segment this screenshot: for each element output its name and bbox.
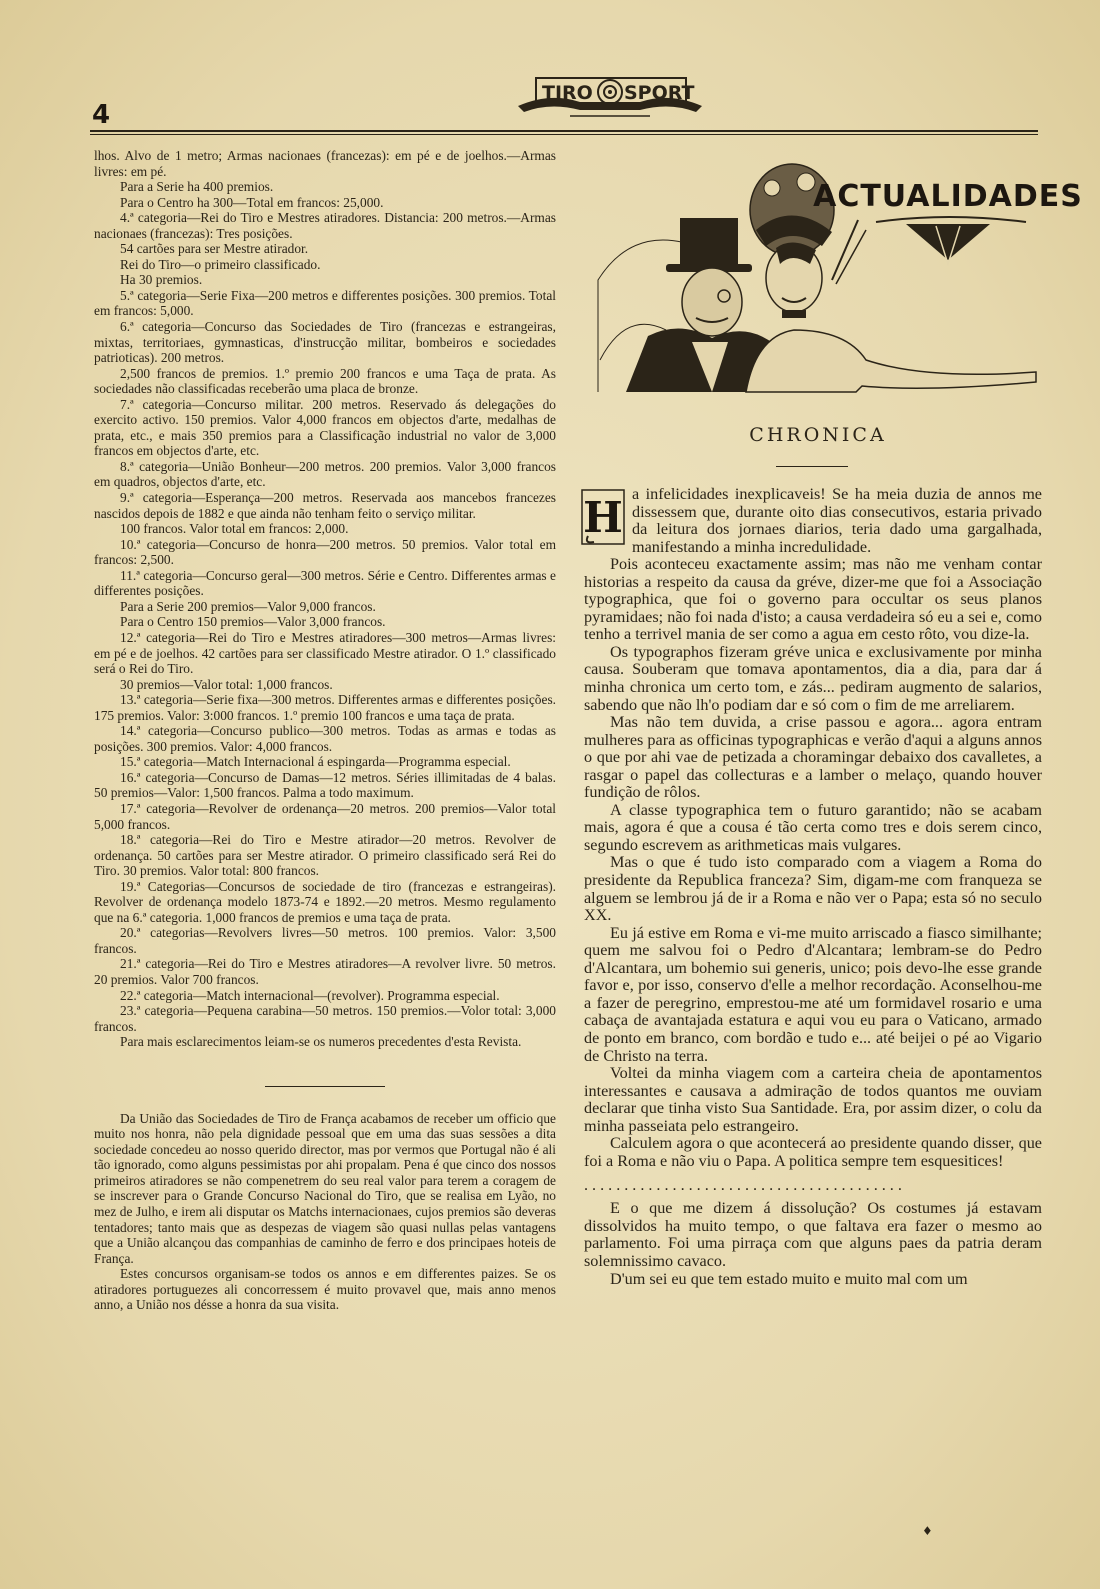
paragraph: 30 premios—Valor total: 1,000 francos. xyxy=(120,676,333,692)
paragraph: D'um sei eu que tem estado muito e muito mal com um xyxy=(610,1269,968,1288)
paragraph: 4.ª categoria—Rei do Tiro e Mestres atiradores. Distancia: 200 metros.—Armas nacionaes (francezas): Tres posições. xyxy=(94,210,556,241)
drop-cap-icon xyxy=(580,488,626,546)
paragraph: 10.ª categoria—Concurso de honra—200 metros. 50 premios. Valor total em francos: 2,500. xyxy=(94,536,556,568)
paragraph: lhos. Alvo de 1 metro; Armas nacionaes (francezas): em pé e de joelhos.—Armas livres: em pé. xyxy=(94,148,556,179)
paragraph: 19.ª Categorias—Concursos de sociedade de tiro (francezas e estrangeiras). Revolver de ordenança modelo 1873-74 e 1892.—20 metros. Mesmo regulamento que na 6.ª categoria. 1,000 francos de premios e uma taça de prata. xyxy=(94,878,556,925)
paragraph: 17.ª categoria—Revolver de ordenança—20 metros. 200 premios—Valor total 5,000 francos. xyxy=(94,800,556,832)
paragraph: 18.ª categoria—Rei do Tiro e Mestre atirador—20 metros. Revolver de ordenança. 50 cartões para ser Mestre atirador. O primeiro classificado será Rei do Tiro. 30 premios. Valor total: 800 francos. xyxy=(94,832,556,879)
paragraph: Para o Centro 150 premios—Valor 3,000 francos. xyxy=(120,614,386,630)
paragraph: A classe typographica tem o futuro garantido; não se acabam mais, agora é que a cousa é tão certa como tres e dois serem cinco, segundo escrevem as arithmeticas mais vulgares. xyxy=(584,800,1042,854)
section-separator xyxy=(265,1086,385,1087)
svg-text:SPORT: SPORT xyxy=(624,82,695,104)
paragraph: Voltei da minha viagem com a carteira cheia de apontamentos interessantes e causava a admiração de todos quantos me ouviam declarar que tinha visto Sua Santidade. Era, por assim dizer, o colu da minha passeiata pelo estrangeiro. xyxy=(584,1064,1042,1135)
paragraph: Rei do Tiro—o primeiro classificado. xyxy=(120,256,321,272)
paragraph: 6.ª categoria—Concurso das Sociedades de Tiro (francezas e estrangeiras, mixtas, territoriaes, gymnasticas, d'instrucção militar, bombeiros e sociedades patrioticas). 200 metros. xyxy=(94,319,556,366)
paragraph: Eu já estive em Roma e vi-me muito arriscado a fiasco similhante; quem me salvou foi o Pedro d'Alcantara; lembram-se do Pedro d'Alcantara, um bohemio sui generis, unico; pois devo-lhe esse grande favor e, por isso, conservo d'elle a melhor recordação. Aconselhou-me a fazer de peregrino, emprestou-me até um formidavel rosario e uma cabaça de avantajada estatura e aqui vou eu para o Vaticano, armado de ponto em branco, com bordão e tudo e... até beijei o pé ao Vigario de Christo na terra. xyxy=(584,923,1042,1065)
paragraph: Para mais esclarecimentos leiam-se os numeros precedentes d'esta Revista. xyxy=(120,1034,522,1050)
paragraph: 8.ª categoria—União Bonheur—200 metros. 200 premios. Valor 3,000 francos em quadros, objectos d'arte, etc. xyxy=(94,458,556,490)
paragraph: 16.ª categoria—Concurso de Damas—12 metros. Séries illimitadas de 4 balas. 50 premios—Valor: 1,500 francos. Palma a todo maximum. xyxy=(94,769,556,801)
paragraph: 15.ª categoria—Match Internacional á espingarda—Programma especial. xyxy=(120,754,511,770)
paragraph: 5.ª categoria—Serie Fixa—200 metros e differentes posições. 300 premios. Total em francos: 5,000. xyxy=(94,287,556,319)
paragraph: Os typographos fizeram gréve unica e exclusivamente por minha causa. Souberam que tomava apontamentos, dia a dia, para dar á minha chronica um certo tom, e zás... pediram augmento de salarios, sabendo que não lh'o podiam dar e só com o fim de me arreliarem. xyxy=(584,642,1042,714)
paragraph: Estes concursos organisam-se todos os annos e em differentes paizes. Se os atiradores portuguezes ali concorressem é muito provavel que, mais anno menos anno, a União nos désse a honra da sua visita. xyxy=(94,1266,556,1313)
footer-mark: ♦ xyxy=(922,1524,933,1538)
svg-text:TIRO: TIRO xyxy=(542,82,593,104)
paragraph: Mas não tem duvida, a crise passou e agora... agora entram mulheres para as officinas typographicas e verão d'aqui a alguns annos o que por ahi vae de petizada a choramingar debaixo dos cavalletes, a rasgar o papel das collecturas e a lamber o melaço, quando houver fundição de rôlos. xyxy=(584,713,1042,802)
header-rule-thin xyxy=(90,134,1038,135)
paragraph: 13.ª categoria—Serie fixa—300 metros. Differentes armas e differentes posições. 175 premios. Valor: 3:000 francos. 1.º premio 100 francos e uma taça de prata. xyxy=(94,692,556,723)
paragraph: 23.ª categoria—Pequena carabina—50 metros. 150 premios.—Volor total: 3,000 francos. xyxy=(94,1003,556,1034)
paragraph: 9.ª categoria—Esperança—200 metros. Reservada aos mancebos francezes nascidos depois de 1882 e que ainda não tenham feito o serviço militar. xyxy=(94,490,556,521)
paragraph: Para o Centro ha 300—Total em francos: 25,000. xyxy=(120,194,384,210)
header-rule xyxy=(90,130,1038,132)
paragraph: Ha 30 premios. xyxy=(120,272,203,288)
paragraph: 100 francos. Valor total em francos: 2,000. xyxy=(120,521,349,537)
actualidades-illustration xyxy=(596,160,1083,392)
paragraph: Para a Serie ha 400 premios. xyxy=(120,179,274,195)
left-column xyxy=(94,148,556,1448)
dotted-separator: ........................................ xyxy=(584,1176,906,1195)
page-number: 4 xyxy=(92,100,111,130)
chronica-title: CHRONICA xyxy=(749,424,887,446)
paragraph: 11.ª categoria—Concurso geral—300 metros. Série e Centro. Differentes armas e differentes posições. xyxy=(94,567,556,599)
paragraph: 14.ª categoria—Concurso publico—300 metros. Todas as armas e todas as posições. 300 premios. Valor: 4,000 francos. xyxy=(94,723,556,754)
paragraph: Mas o que é tudo isto comparado com a viagem a Roma do presidente da Republica franceza? Sim, digam-me com franqueza se alguem se lembrou já de ir a Roma e não ver o Papa; esta só no seculo XX. xyxy=(584,853,1042,925)
paragraph: 54 cartões para ser Mestre atirador. xyxy=(120,241,309,257)
first-paragraph xyxy=(584,486,1042,556)
paragraph: Para a Serie 200 premios—Valor 9,000 francos. xyxy=(120,598,376,614)
paragraph: Pois aconteceu exactamente assim; mas não me venham contar historias a respeito da causa da gréve, dizer-me que foi a Associação typographica, que foi o governo para occultar os seus planos pyramidaes; não foi nada d'isto; a causa verdadeira só eu a sei e, como tenho a terrivel mania de ser como a agua em cesto rôto, vou dize-la. xyxy=(584,555,1042,644)
drop-cap-letter: H xyxy=(583,493,623,542)
paragraph: 2,500 francos de premios. 1.º premio 200 francos e uma Taça de prata. As sociedades não classificadas receberão uma placa de bronze. xyxy=(94,365,556,397)
paragraph: 7.ª categoria—Concurso militar. 200 metros. Reservado ás delegações do exercito activo. 150 premios. Valor 4,000 francos em objectos d'arte, medalhas de prata, etc., e mais 350 premios para a Classificação industrial no valor de 3,000 francos em objectos d'arte, etc. xyxy=(94,396,556,459)
paragraph: 12.ª categoria—Rei do Tiro e Mestres atiradores—300 metros—Armas livres: em pé e de joelhos. 42 cartões para ser classificado Mestre atirador. O 1.º classificado será o Rei do Tiro. xyxy=(94,629,556,677)
letter-section xyxy=(94,1111,556,1313)
paragraph: E o que me dizem á dissolução? Os costumes já estavam dissolvidos ha muito tempo, o que faltava era fazer o mesmo ao parlamento. Foi uma pirraça com que alguns paes da patria deram solemnissimo cavaco. xyxy=(584,1199,1042,1270)
paragraph: 22.ª categoria—Match internacional—(revolver). Programma especial. xyxy=(120,987,500,1003)
paragraph: a infelicidades inexplicaveis! Se ha meia duzia de annos me dissessem que, durante oito dias consecutivos, estaria privado da leitura dos jornaes diarios, teria dado uma gargalhada, manifestando a minha incredulidade. xyxy=(632,485,1042,556)
paragraph: 21.ª categoria—Rei do Tiro e Mestres atiradores—A revolver livre. 50 metros. 20 premios. Valor 700 francos. xyxy=(94,956,556,987)
paragraph: Da União das Sociedades de Tiro de França acabamos de receber um officio que muito nos honra, não pela dignidade pessoal que em uma das suas sessões a dita sociedade concedeu ao nosso querido director, mas por vermos que Portugal não é ali tão ignorado, como alguns pessimistas por ahi propalam. Pena é que cinco dos nossos primeiros atiradores se não compenetrem do seu real valor para terem a coragem de se inscrever para o Grande Concurso Nacional do Tiro, que se realisa em Lyão, no mez de Julho, e irem ali disputar os Matchs internacionaes, cujos premios são deveras tentadores; tanto mais que as despezas de viagem são quasi nullas pelas vantagens que a União alcançou das companhias de caminho de ferro e dos principaes hoteis de França. xyxy=(94,1110,556,1266)
paragraph: 20.ª categorias—Revolvers livres—50 metros. 100 premios. Valor: 3,500 francos. xyxy=(94,925,556,956)
title-rule xyxy=(776,466,848,467)
chronica-column xyxy=(584,486,1042,1288)
masthead-logo xyxy=(510,72,710,124)
paragraph: Calculem agora o que acontecerá ao presidente quando disser, que foi a Roma e não viu o Papa. A politica sempre tem esquesitices! xyxy=(584,1134,1042,1170)
banner-text: ACTUALIDADES xyxy=(813,179,1083,214)
